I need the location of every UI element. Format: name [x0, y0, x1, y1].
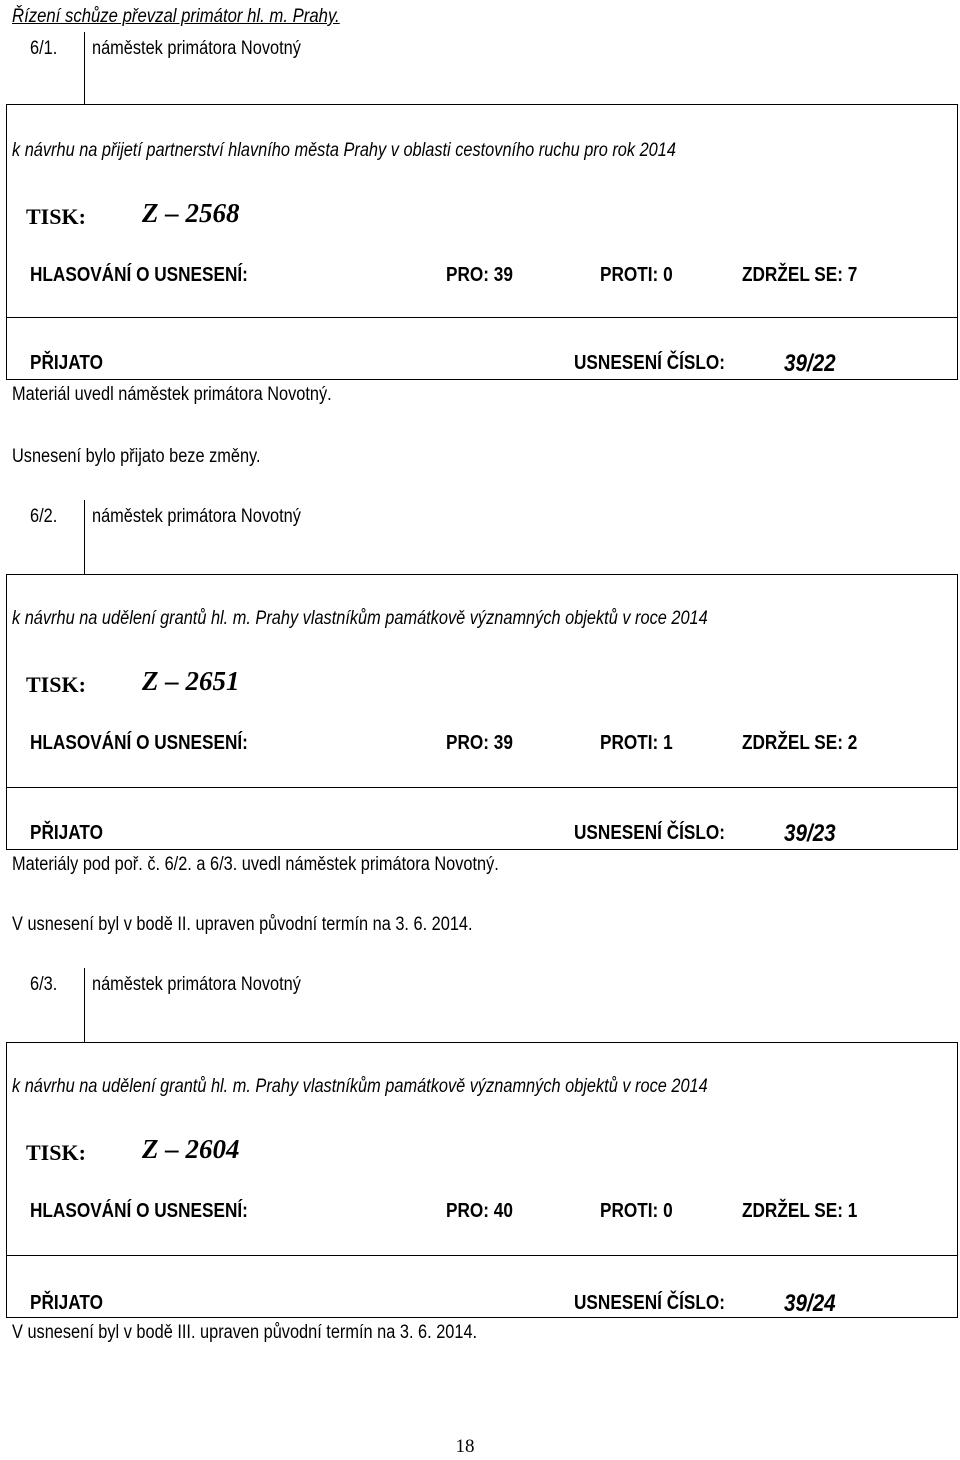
votes-against: PROTI: 1 [600, 732, 673, 754]
resolution-label: USNESENÍ ČÍSLO: [574, 1292, 725, 1314]
votes-against: PROTI: 0 [600, 264, 673, 286]
vote-label: HLASOVÁNÍ O USNESENÍ: [30, 1200, 248, 1222]
chair-handover-note: Řízení schůze převzal primátor hl. m. Prahy. [12, 6, 340, 27]
item-subject: k návrhu na udělení grantů hl. m. Prahy vlastníkům památkově významných objektů v roce 2014 [12, 1076, 708, 1097]
votes-for: PRO: 39 [446, 732, 513, 754]
votes-abstain: ZDRŽEL SE: 1 [742, 1200, 858, 1222]
presenter: náměstek primátora Novotný [92, 974, 301, 995]
note: Usnesení bylo přijato beze změny. [12, 446, 261, 467]
item-number: 6/2. [30, 506, 58, 527]
number-divider [84, 32, 85, 104]
presenter: náměstek primátora Novotný [92, 38, 301, 59]
note: V usnesení byl v bodě II. upraven původní termín na 3. 6. 2014. [12, 914, 473, 935]
item-number: 6/1. [30, 38, 58, 59]
item-number: 6/3. [30, 974, 58, 995]
presenter: náměstek primátora Novotný [92, 506, 301, 527]
votes-against: PROTI: 0 [600, 1200, 673, 1222]
result-status: PŘIJATO [30, 1292, 103, 1314]
item-subject: k návrhu na přijetí partnerství hlavního města Prahy v oblasti cestovního ruchu pro rok 2014 [12, 140, 676, 161]
tisk-label: TISK: [26, 1140, 86, 1165]
resolution-number: 39/23 [784, 820, 836, 847]
tisk-number: Z – 2651 [142, 666, 240, 696]
resolution-number: 39/22 [784, 350, 836, 377]
tisk-label: TISK: [26, 672, 86, 697]
result-status: PŘIJATO [30, 822, 103, 844]
votes-abstain: ZDRŽEL SE: 2 [742, 732, 858, 754]
vote-label: HLASOVÁNÍ O USNESENÍ: [30, 264, 248, 286]
note: V usnesení byl v bodě III. upraven původní termín na 3. 6. 2014. [12, 1322, 478, 1343]
number-divider [84, 968, 85, 1042]
resolution-label: USNESENÍ ČÍSLO: [574, 352, 725, 374]
item-subject: k návrhu na udělení grantů hl. m. Prahy vlastníkům památkově významných objektů v roce 2014 [12, 608, 708, 629]
tisk-number: Z – 2568 [142, 198, 240, 228]
note: Materiály pod poř. č. 6/2. a 6/3. uvedl náměstek primátora Novotný. [12, 854, 499, 875]
note: Materiál uvedl náměstek primátora Novotný. [12, 384, 332, 405]
votes-for: PRO: 39 [446, 264, 513, 286]
result-status: PŘIJATO [30, 352, 103, 374]
votes-abstain: ZDRŽEL SE: 7 [742, 264, 858, 286]
vote-label: HLASOVÁNÍ O USNESENÍ: [30, 732, 248, 754]
tisk-number: Z – 2604 [142, 1134, 240, 1164]
number-divider [84, 500, 85, 574]
tisk-label: TISK: [26, 204, 86, 229]
resolution-number: 39/24 [784, 1290, 836, 1317]
resolution-label: USNESENÍ ČÍSLO: [574, 822, 725, 844]
votes-for: PRO: 40 [446, 1200, 513, 1222]
page-number: 18 [455, 1436, 475, 1457]
